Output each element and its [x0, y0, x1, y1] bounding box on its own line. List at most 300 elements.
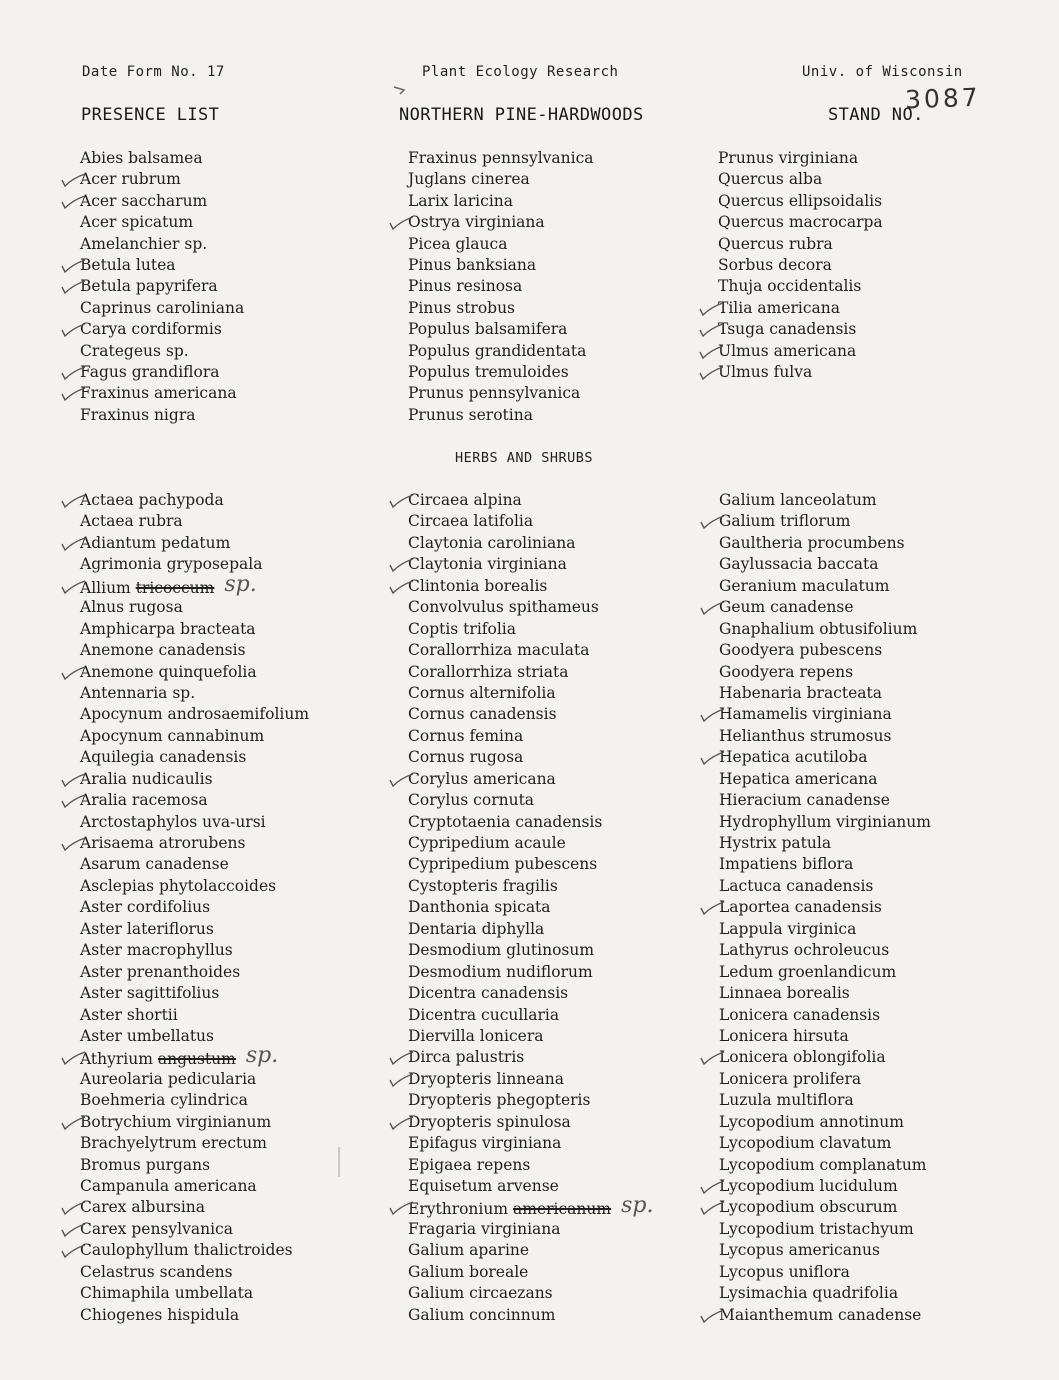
- species-item: [408, 490, 653, 511]
- species-item: [719, 511, 931, 532]
- species-name: Dirca palustris: [408, 1048, 525, 1067]
- species-name: Diervilla lonicera: [408, 1026, 544, 1045]
- species-name: Gaylussacia baccata: [719, 555, 879, 574]
- species-item: [80, 1305, 309, 1326]
- species-item: [719, 876, 931, 897]
- species-name: Geranium maculatum: [719, 576, 890, 595]
- species-item: [719, 1219, 931, 1240]
- species-name: Carya cordiformis: [80, 320, 222, 339]
- species-name: Anemone canadensis: [80, 641, 246, 660]
- species-item: [80, 812, 309, 833]
- herb-list-col1: [80, 490, 309, 1326]
- species-name: Corallorrhiza striata: [408, 662, 569, 681]
- species-name: Desmodium nudiflorum: [408, 962, 593, 981]
- species-item: [408, 640, 653, 661]
- species-item: [408, 726, 653, 747]
- species-name: Arctostaphylos uva-ursi: [80, 812, 266, 831]
- species-item: [408, 790, 653, 811]
- species-name: Hepatica acutiloba: [719, 748, 868, 767]
- species-item: [718, 148, 883, 169]
- species-item: [80, 962, 309, 983]
- species-name: Cypripedium pubescens: [408, 855, 598, 874]
- species-name: Corylus americana: [408, 769, 556, 788]
- species-name: Claytonia caroliniana: [408, 533, 576, 552]
- species-item: [408, 876, 653, 897]
- species-name: Dicentra cucullaria: [408, 1005, 560, 1024]
- forest-type-title: NORTHERN PINE-HARDWOODS: [399, 105, 644, 125]
- species-name: Linnaea borealis: [719, 984, 850, 1003]
- species-item: [80, 1155, 309, 1176]
- species-item: [408, 662, 653, 683]
- species-name: Lycopus uniflora: [719, 1262, 850, 1281]
- species-name: Cornus alternifolia: [408, 683, 556, 702]
- species-name: Cryptotaenia canadensis: [408, 812, 603, 831]
- species-name: Botrychium virginianum: [80, 1112, 272, 1131]
- species-name: Dryopteris phegopteris: [408, 1091, 591, 1110]
- species-name: Fraxinus pennsylvanica: [408, 149, 594, 167]
- species-name: Apocynum androsaemifolium: [80, 705, 310, 724]
- tree-list-col1: [80, 148, 244, 426]
- species-item: [718, 362, 883, 383]
- species-item: [408, 1193, 654, 1219]
- species-item: [719, 790, 931, 811]
- species-item: [408, 1176, 653, 1197]
- species-item: [80, 191, 244, 212]
- species-name: Corylus cornuta: [408, 791, 535, 810]
- species-item: [408, 1133, 653, 1154]
- species-name: Acer saccharum: [80, 191, 208, 210]
- species-name: Aster prenanthoides: [80, 962, 241, 981]
- species-item: [719, 983, 931, 1004]
- species-name: Dryopteris linneana: [408, 1069, 565, 1088]
- species-name: Anemone quinquefolia: [80, 662, 257, 681]
- presence-list-title: PRESENCE LIST: [81, 105, 220, 125]
- species-item: [719, 1090, 931, 1111]
- species-item: [408, 362, 594, 383]
- species-item: [80, 511, 309, 532]
- species-item: [408, 341, 594, 362]
- tree-list-col3: [718, 148, 883, 383]
- species-item: [719, 854, 931, 875]
- species-name: Laportea canadensis: [719, 898, 882, 917]
- species-item: [80, 148, 244, 169]
- pen-mark: [392, 84, 410, 98]
- handwritten-note: sp.: [245, 1043, 279, 1069]
- species-item: [80, 662, 309, 683]
- species-item: [719, 1240, 931, 1261]
- species-name: Cornus canadensis: [408, 705, 557, 724]
- species-name: Galium aparine: [408, 1241, 530, 1260]
- species-item: [80, 747, 309, 768]
- species-item: [408, 940, 653, 961]
- species-item: [80, 1262, 309, 1283]
- species-name: Desmodium glutinosum: [408, 941, 595, 960]
- species-item: [408, 533, 653, 554]
- species-item: [719, 683, 931, 704]
- species-item: [719, 1176, 931, 1197]
- species-item: [718, 319, 883, 340]
- species-name: Prunus virginiana: [718, 149, 859, 167]
- species-name: Coptis trifolia: [408, 619, 517, 638]
- species-name: Maianthemum canadense: [719, 1305, 922, 1324]
- species-item: [719, 897, 931, 918]
- species-name: Dryopteris spinulosa: [408, 1112, 571, 1131]
- species-item: [408, 169, 594, 190]
- species-name: Prunus serotina: [408, 405, 533, 424]
- species-item: [719, 662, 931, 683]
- species-item: [719, 919, 931, 940]
- species-item: [408, 255, 594, 276]
- species-item: [719, 1155, 931, 1176]
- species-item: [80, 1090, 309, 1111]
- species-name: Gnaphalium obtusifolium: [719, 619, 918, 638]
- species-name: Quercus alba: [718, 170, 823, 189]
- species-name: Impatiens biflora: [719, 855, 854, 874]
- species-name: Epifagus virginiana: [408, 1134, 562, 1153]
- species-name: Juglans cinerea: [408, 170, 530, 189]
- species-item: [719, 962, 931, 983]
- species-item: [408, 191, 594, 212]
- species-name: Corallorrhiza maculata: [408, 641, 590, 660]
- species-name: Pinus banksiana: [408, 255, 537, 274]
- species-item: [408, 1047, 653, 1068]
- species-name: Allium: [80, 578, 131, 597]
- species-item: [408, 1305, 653, 1326]
- species-item: [408, 1005, 653, 1026]
- species-name: Agrimonia gryposepala: [80, 555, 263, 574]
- species-name: Bromus purgans: [80, 1155, 211, 1174]
- species-name: Galium concinnum: [408, 1305, 556, 1324]
- species-item: [80, 319, 244, 340]
- species-item: [408, 1262, 653, 1283]
- species-item: [80, 1043, 309, 1069]
- species-item: [80, 1176, 309, 1197]
- species-item: [719, 1133, 931, 1154]
- species-item: [719, 940, 931, 961]
- species-name: Carex pensylvanica: [80, 1219, 233, 1238]
- species-name: Caprinus caroliniana: [80, 298, 245, 317]
- species-item: [408, 554, 653, 575]
- species-item: [408, 298, 594, 319]
- species-item: [80, 597, 309, 618]
- species-item: [719, 833, 931, 854]
- species-name: Acer rubrum: [80, 170, 181, 189]
- species-item: [408, 1069, 653, 1090]
- species-name: Campanula americana: [80, 1177, 257, 1195]
- species-item: [80, 1069, 309, 1090]
- species-item: [408, 276, 594, 297]
- species-item: [80, 1197, 309, 1218]
- species-item: [80, 234, 244, 255]
- species-item: [719, 1047, 931, 1068]
- tree-list-col2: [408, 148, 594, 426]
- species-item: [718, 341, 883, 362]
- species-item: [719, 533, 931, 554]
- species-name: Habenaria bracteata: [719, 683, 882, 702]
- species-name: Circaea alpina: [408, 491, 522, 509]
- species-item: [719, 1112, 931, 1133]
- species-name: Geum canadense: [719, 598, 854, 617]
- species-item: [719, 1283, 931, 1304]
- species-item: [719, 554, 931, 575]
- species-item: [408, 1155, 653, 1176]
- species-name: Clintonia borealis: [408, 576, 548, 595]
- species-name: Thuja occidentalis: [718, 277, 862, 296]
- species-name: Hydrophyllum virginianum: [719, 812, 931, 831]
- species-name: Caulophyllum thalictroides: [80, 1241, 293, 1260]
- species-name: Lycopodium annotinum: [719, 1112, 904, 1131]
- species-item: [718, 298, 883, 319]
- species-name: Aster macrophyllus: [80, 941, 233, 960]
- species-name: Athyrium: [80, 1050, 153, 1069]
- species-name: Crategeus sp.: [80, 341, 189, 360]
- species-name: Lycopodium tristachyum: [719, 1219, 914, 1238]
- species-name: Abies balsamea: [80, 149, 203, 167]
- species-item: [80, 276, 244, 297]
- species-item: [80, 169, 244, 190]
- species-item: [80, 940, 309, 961]
- species-item: [80, 704, 309, 725]
- species-name: Lycopodium clavatum: [719, 1134, 892, 1153]
- species-item: [408, 747, 653, 768]
- stand-number-handwritten: 3087: [904, 82, 982, 115]
- species-item: [408, 148, 594, 169]
- species-name: Aster sagittifolius: [80, 984, 220, 1003]
- species-name: Ulmus fulva: [718, 362, 813, 381]
- species-name: Betula papyrifera: [80, 277, 218, 296]
- species-item: [408, 619, 653, 640]
- species-name: Lonicera hirsuta: [719, 1026, 849, 1045]
- species-name: Lactuca canadensis: [719, 876, 874, 895]
- species-item: [408, 769, 653, 790]
- species-item: [80, 1133, 309, 1154]
- species-item: [408, 234, 594, 255]
- species-item: [719, 812, 931, 833]
- species-name: Fraxinus americana: [80, 384, 237, 403]
- species-item: [719, 1069, 931, 1090]
- species-name: Hystrix patula: [719, 834, 832, 852]
- species-name: Aster umbellatus: [80, 1026, 214, 1045]
- species-name: Galium circaezans: [408, 1284, 553, 1303]
- species-name: Quercus rubra: [718, 234, 833, 253]
- species-item: [80, 1240, 309, 1261]
- species-name: Arisaema atrorubens: [80, 834, 246, 852]
- species-name: Lycopodium obscurum: [719, 1198, 898, 1217]
- species-name: Hieracium canadense: [719, 791, 890, 810]
- species-name: Populus balsamifera: [408, 320, 568, 339]
- species-name: Lathyrus ochroleucus: [719, 941, 890, 960]
- herbs-shrubs-heading: HERBS AND SHRUBS: [455, 450, 594, 466]
- species-item: [408, 854, 653, 875]
- species-name: Larix laricina: [408, 191, 513, 210]
- species-item: [80, 383, 244, 404]
- species-item: [80, 619, 309, 640]
- species-name: Aster lateriflorus: [80, 919, 214, 938]
- species-name: Cornus rugosa: [408, 748, 524, 767]
- species-name: Goodyera pubescens: [719, 641, 883, 660]
- species-item: [718, 169, 883, 190]
- stand-no-label: STAND NO.: [828, 105, 924, 125]
- species-item: [719, 619, 931, 640]
- species-name: Alnus rugosa: [80, 598, 183, 617]
- species-item: [80, 897, 309, 918]
- species-name: Sorbus decora: [718, 255, 832, 274]
- species-name: Betula lutea: [80, 255, 176, 274]
- species-item: [718, 191, 883, 212]
- species-item: [80, 255, 244, 276]
- species-name: Fagus grandiflora: [80, 362, 220, 381]
- species-item: [408, 576, 653, 597]
- species-name: Galium boreale: [408, 1262, 529, 1281]
- species-name: Luzula multiflora: [719, 1091, 854, 1110]
- species-name: Aster cordifolius: [80, 898, 211, 917]
- handwritten-note: sp.: [621, 1193, 654, 1219]
- species-name: Amphicarpa bracteata: [80, 619, 256, 638]
- species-item: [719, 1305, 931, 1326]
- species-item: [408, 704, 653, 725]
- species-name: Populus grandidentata: [408, 341, 587, 360]
- species-name: Carex albursina: [80, 1198, 205, 1217]
- species-item: [719, 490, 931, 511]
- species-name: Actaea pachypoda: [80, 491, 224, 509]
- species-name: Cornus femina: [408, 726, 524, 745]
- species-name: Asclepias phytolaccoides: [80, 876, 277, 895]
- stray-mark: [335, 1145, 343, 1179]
- species-name: Pinus strobus: [408, 298, 516, 317]
- species-name: Antennaria sp.: [80, 683, 196, 702]
- species-name: Lonicera canadensis: [719, 1005, 881, 1024]
- struck-epithet: tricoccum: [135, 578, 215, 597]
- species-item: [80, 1283, 309, 1304]
- species-item: [80, 405, 244, 426]
- species-name: Fragaria virginiana: [408, 1219, 561, 1238]
- species-item: [80, 876, 309, 897]
- species-name: Tsuga canadensis: [718, 320, 857, 339]
- species-item: [408, 812, 653, 833]
- species-item: [80, 298, 244, 319]
- species-name: Apocynum cannabinum: [80, 726, 265, 745]
- species-item: [80, 833, 309, 854]
- species-item: [719, 704, 931, 725]
- species-item: [80, 490, 309, 511]
- species-name: Fraxinus nigra: [80, 405, 196, 424]
- species-name: Cystopteris fragilis: [408, 876, 558, 895]
- species-item: [719, 769, 931, 790]
- species-item: [80, 726, 309, 747]
- species-name: Quercus ellipsoidalis: [718, 191, 883, 210]
- species-name: Lappula virginica: [719, 919, 857, 938]
- species-item: [408, 1026, 653, 1047]
- species-name: Picea glauca: [408, 234, 508, 253]
- species-item: [719, 726, 931, 747]
- species-item: [408, 319, 594, 340]
- species-name: Pinus resinosa: [408, 277, 523, 296]
- species-name: Helianthus strumosus: [719, 726, 892, 745]
- species-name: Aster shortii: [80, 1005, 178, 1024]
- species-item: [80, 1219, 309, 1240]
- species-name: Equisetum arvense: [408, 1177, 559, 1195]
- species-item: [718, 212, 883, 233]
- species-item: [80, 1005, 309, 1026]
- species-name: Populus tremuloides: [408, 362, 569, 381]
- form-number: Date Form No. 17: [82, 64, 225, 80]
- species-name: Ostrya virginiana: [408, 213, 545, 232]
- species-name: Lysimachia quadrifolia: [719, 1284, 899, 1303]
- struck-epithet: americanum: [513, 1200, 612, 1219]
- species-item: [719, 576, 931, 597]
- species-name: Convolvulus spithameus: [408, 598, 599, 617]
- species-item: [408, 683, 653, 704]
- species-name: Aquilegia canadensis: [80, 748, 247, 767]
- species-name: Asarum canadense: [80, 855, 229, 874]
- species-item: [80, 790, 309, 811]
- species-item: [408, 405, 594, 426]
- species-name: Aralia nudicaulis: [80, 769, 213, 788]
- species-item: [408, 962, 653, 983]
- species-name: Erythronium: [408, 1200, 509, 1219]
- species-item: [408, 1090, 653, 1111]
- species-item: [80, 919, 309, 940]
- species-name: Ulmus americana: [718, 341, 857, 360]
- species-item: [80, 362, 244, 383]
- species-item: [719, 1262, 931, 1283]
- header-center: Plant Ecology Research: [422, 64, 619, 80]
- species-item: [408, 1219, 653, 1240]
- species-name: Dicentra canadensis: [408, 984, 569, 1003]
- species-name: Hepatica americana: [719, 769, 878, 788]
- species-item: [718, 234, 883, 255]
- species-item: [80, 533, 309, 554]
- species-item: [408, 511, 653, 532]
- species-item: [80, 341, 244, 362]
- species-name: Goodyera repens: [719, 662, 854, 681]
- species-item: [408, 1283, 653, 1304]
- species-item: [408, 897, 653, 918]
- species-name: Chimaphila umbellata: [80, 1284, 254, 1303]
- species-name: Danthonia spicata: [408, 898, 551, 917]
- struck-epithet: angustum: [157, 1050, 236, 1069]
- species-name: Claytonia virginiana: [408, 555, 567, 574]
- species-name: Celastrus scandens: [80, 1262, 233, 1281]
- species-name: Epigaea repens: [408, 1155, 531, 1174]
- herb-list-col3: [719, 490, 931, 1326]
- species-name: Chiogenes hispidula: [80, 1305, 240, 1324]
- handwritten-note: sp.: [224, 571, 257, 597]
- species-item: [80, 212, 244, 233]
- species-name: Lycopodium complanatum: [719, 1155, 927, 1174]
- species-item: [80, 571, 309, 597]
- species-name: Adiantum pedatum: [80, 533, 231, 552]
- species-item: [80, 769, 309, 790]
- species-item: [719, 1026, 931, 1047]
- species-item: [80, 640, 309, 661]
- species-name: Circaea latifolia: [408, 512, 534, 531]
- species-item: [80, 554, 309, 575]
- species-item: [408, 1240, 653, 1261]
- species-name: Lycopodium lucidulum: [719, 1177, 898, 1195]
- species-name: Gaultheria procumbens: [719, 533, 905, 552]
- species-item: [719, 597, 931, 618]
- species-name: Prunus pennsylvanica: [408, 384, 581, 403]
- herb-list-col2: [408, 490, 653, 1326]
- species-item: [80, 983, 309, 1004]
- species-name: Galium lanceolatum: [719, 491, 877, 509]
- species-item: [718, 255, 883, 276]
- species-name: Boehmeria cylindrica: [80, 1091, 248, 1110]
- species-name: Hamamelis virginiana: [719, 705, 892, 724]
- species-item: [80, 1112, 309, 1133]
- species-name: Dentaria diphylla: [408, 919, 545, 938]
